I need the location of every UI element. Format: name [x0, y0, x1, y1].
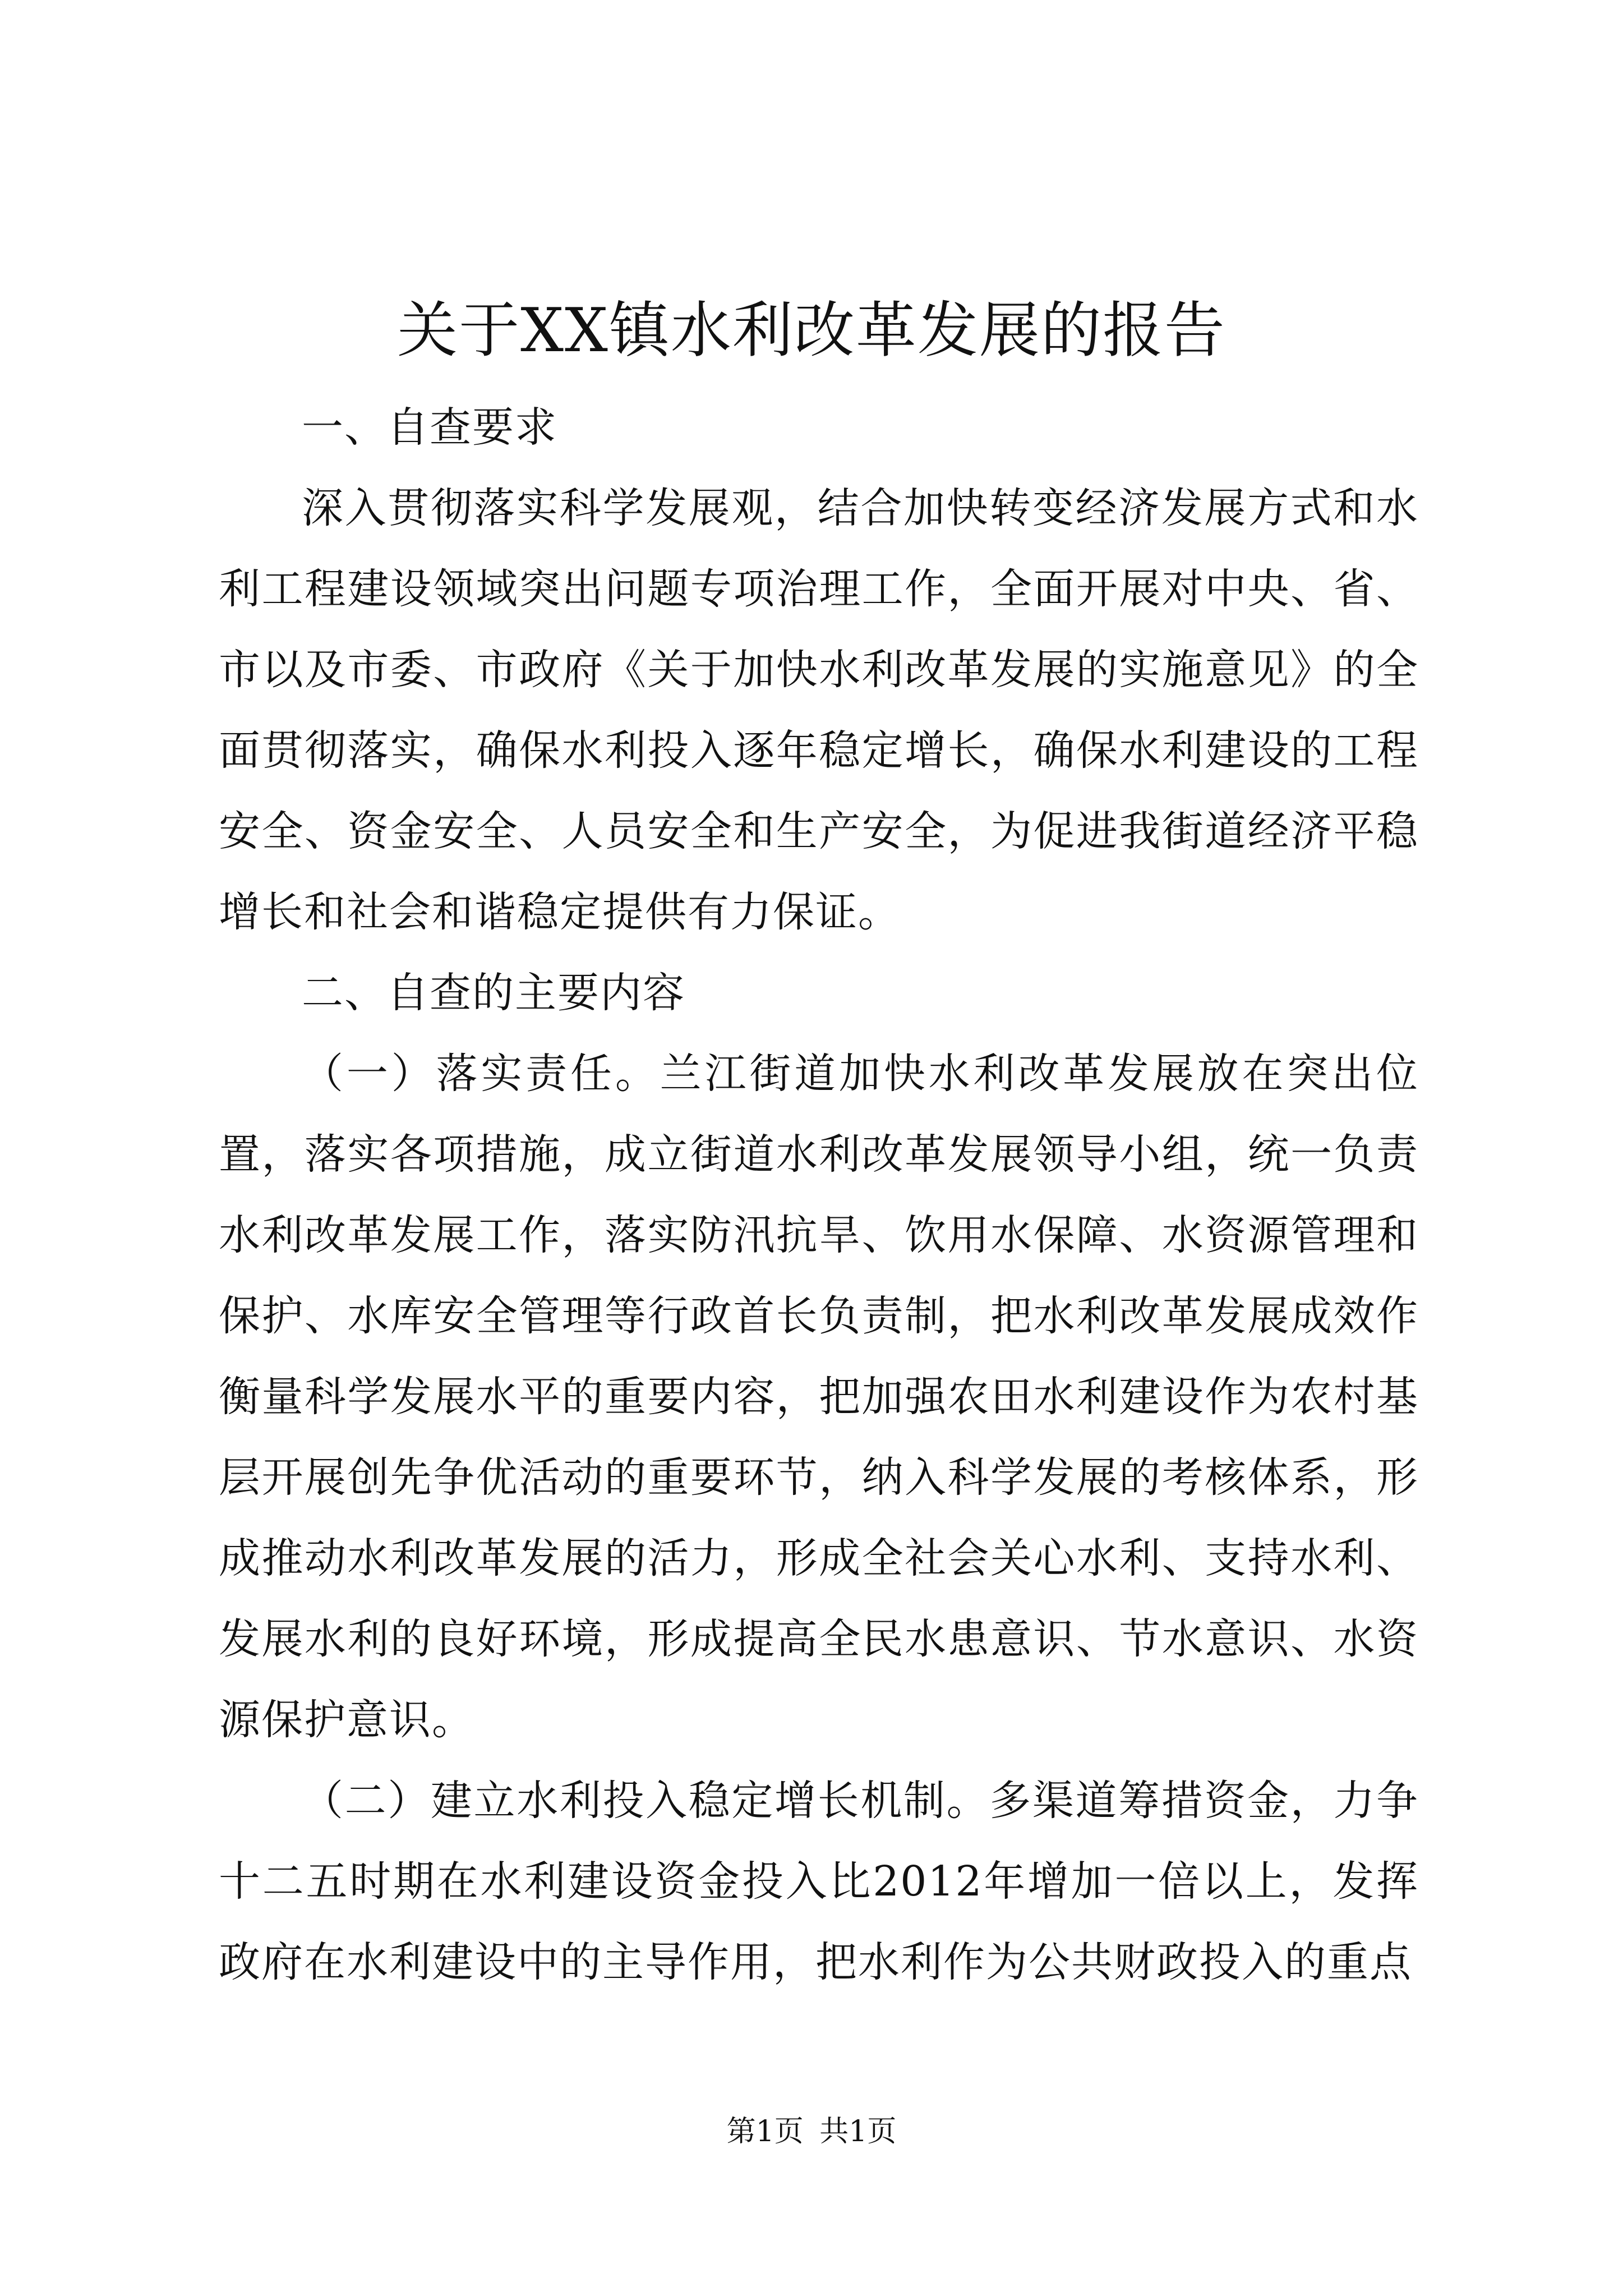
- paragraph-requirements: 深入贯彻落实科学发展观，结合加快转变经济发展方式和水利工程建设领域突出问题专项治理工作，全面开展对中央、省、市以及市委、市政府《关于加快水利改革发展的实施意见》的全面贯彻落实，确保水利投入逐年稳定增长，确保水利建设的工程安全、资金安全、人员安全和生产安全，为促进我街道经济平稳增长和社会和谐稳定提供有力保证。: [219, 484, 1419, 936]
- paragraph-responsibility: （一）落实责任。兰江街道加快水利改革发展放在突出位置，落实各项措施，成立街道水利改革发展领导小组，统一负责水利改革发展工作，落实防汛抗旱、饮用水保障、水资源管理和保护、水库安全管理等行政首长负责制，把水利改革发展成效作衡量科学发展水平的重要内容，把加强农田水利建设作为农村基层开展创先争优活动的重要环节，纳入科学发展的考核体系，形成推动水利改革发展的活力，形成全社会关心水利、支持水利、发展水利的良好环境，形成提高全民水患意识、节水意识、水资源保护意识。: [219, 1050, 1419, 1744]
- page-footer: [0, 2112, 1623, 2151]
- document-title: 关于XX镇水利改革发展的报告: [397, 296, 1226, 366]
- section-heading-requirements: 一、自查要求: [302, 403, 557, 452]
- section-heading-main-content: 二、自查的主要内容: [302, 969, 685, 1017]
- document-body: [219, 387, 1419, 2003]
- paragraph-investment: （二）建立水利投入稳定增长机制。多渠道筹措资金，力争十二五时期在水利建设资金投入比2012年增加一倍以上，发挥政府在水利建设中的主导作用，把水利作为公共财政投入的重点: [219, 1777, 1419, 1986]
- page-total: 共1页: [819, 2115, 897, 2148]
- page-number: 第1页: [726, 2115, 804, 2148]
